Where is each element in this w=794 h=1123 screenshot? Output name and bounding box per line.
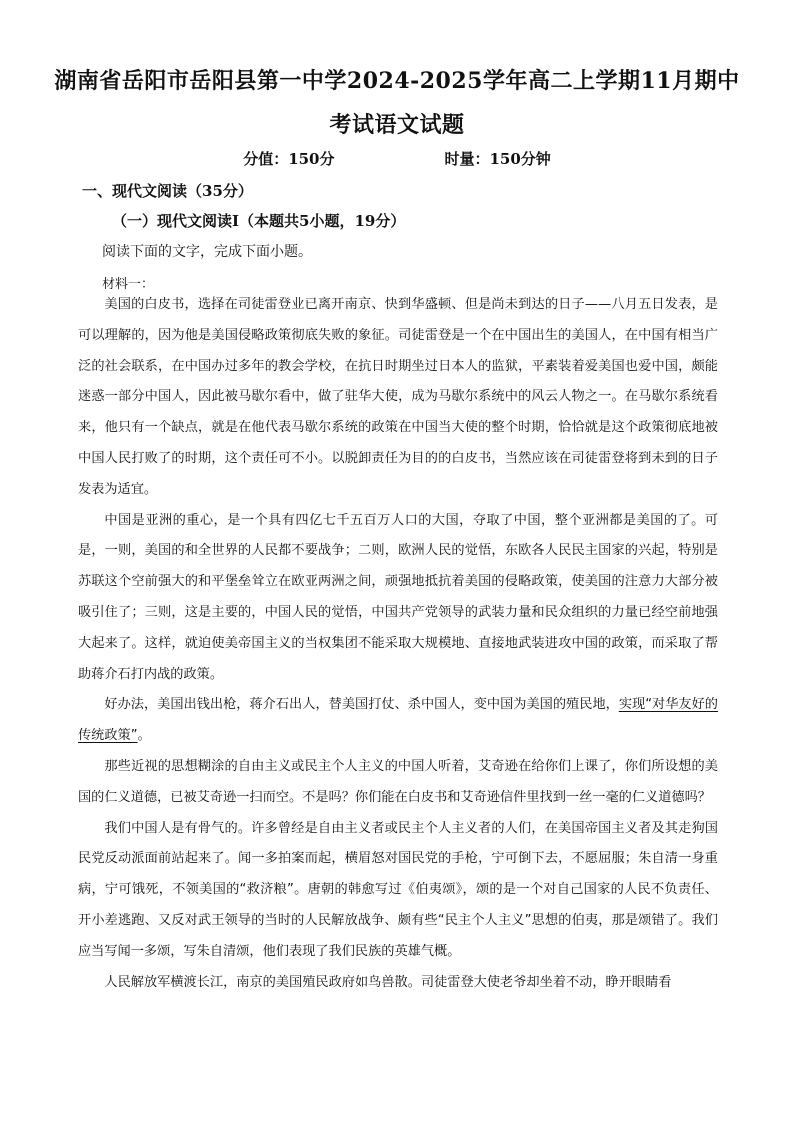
- paragraph-4: 那些近视的思想糊涂的自由主义或民主个人主义的中国人听着，艾奇逊在给你们上课了，你们所设想的美国的仁义道德，已被艾奇逊一扫而空。不是吗？你们能在白皮书和艾奇逊信件里找到一丝一毫的仁义道德吗？: [78, 758, 718, 805]
- exam-meta: [0, 148, 794, 169]
- paragraph-3-text: 好办法，美国出钱出枪，蒋介石出人，替美国打仗、杀中国人，变中国为美国的殖民地，: [104, 697, 619, 713]
- material-label: 材料一：: [102, 277, 155, 292]
- exam-title-line1: 湖南省岳阳市岳阳县第一中学2024-2025学年高二上学期11月期中: [54, 68, 740, 94]
- time-label: 时量：150分钟: [444, 150, 551, 168]
- section-heading: 一、现代文阅读（35分）: [82, 182, 253, 200]
- passage-body: [78, 290, 718, 998]
- subsection-heading: （一）现代文阅读Ⅰ（本题共5小题，19分）: [112, 212, 406, 230]
- reading-instruction: 阅读下面的文字，完成下面小题。: [102, 244, 312, 260]
- paragraph-6: 人民解放军横渡长江，南京的美国殖民政府如鸟兽散。司徒雷登大使老爷却坐着不动，睁开眼睛看: [104, 974, 672, 990]
- score-label: 分值：150分: [243, 150, 335, 168]
- paragraph-3-end: 。: [137, 728, 151, 744]
- paragraph-1: 美国的白皮书，选择在司徒雷登业已离开南京、快到华盛顿、但是尚未到达的日子——八月五日发表，是可以理解的，因为他是美国侵略政策彻底失败的象征。司徒雷登是一个在中国出生的美国人，在中国有相当广泛的社会联系，在中国办过多年的教会学校，在抗日时期坐过日本人的监狱，平素装着爱美国也爱中国，颇能迷惑一部分中国人，因此被马歇尔看中，做了驻华大使，成为马歇尔系统中的风云人物之一。在马歇尔系统看来，他只有一个缺点，就是在他代表马歇尔系统的政策在中国当大使的整个时期，恰恰就是这个政策彻底地被中国人民打败了的时期，这个责任可不小。以脱卸责任为目的的白皮书，当然应该在司徒雷登将到未到的日子发表为适宜。: [78, 297, 718, 497]
- paragraph-5: 我们中国人是有骨气的。许多曾经是自由主义者或民主个人主义者的人们，在美国帝国主义者及其走狗国民党反动派面前站起来了。闻一多拍案而起，横眉怒对国民党的手枪，宁可倒下去，不愿屈服；朱自清一身重病，宁可饿死，不领美国的“救济粮”。唐朝的韩愈写过《伯夷颂》，颂的是一个对自己国家的人民不负责任、开小差逃跑、又反对武王领导的当时的人民解放战争、颇有些“民主个人主义”思想的伯夷，那是颂错了。我们应当写闻一多颂，写朱自清颂，他们表现了我们民族的英雄气概。: [78, 820, 718, 959]
- paragraph-2: 中国是亚洲的重心，是一个具有四亿七千五百万人口的大国，夺取了中国，整个亚洲都是美国的了。可是，一则，美国的和全世界的人民都不要战争；二则，欧洲人民的觉悟，东欧各人民民主国家的兴起，特别是苏联这个空前强大的和平堡垒耸立在欧亚两洲之间，顽强地抵抗着美国的侵略政策，使美国的注意力大部分被吸引住了；三则，这是主要的，中国人民的觉悟，中国共产党领导的武装力量和民众组织的力量已经空前地强大起来了。这样，就迫使美帝国主义的当权集团不能采取大规模地、直接地武装进攻中国的政策，而采取了帮助蒋介石打内战的政策。: [78, 512, 718, 682]
- exam-title-line2: 考试语文试题: [329, 112, 465, 138]
- paragraph-3: [78, 690, 718, 752]
- underlined-phrase: 实现“对华友好的传统政策”: [78, 697, 718, 744]
